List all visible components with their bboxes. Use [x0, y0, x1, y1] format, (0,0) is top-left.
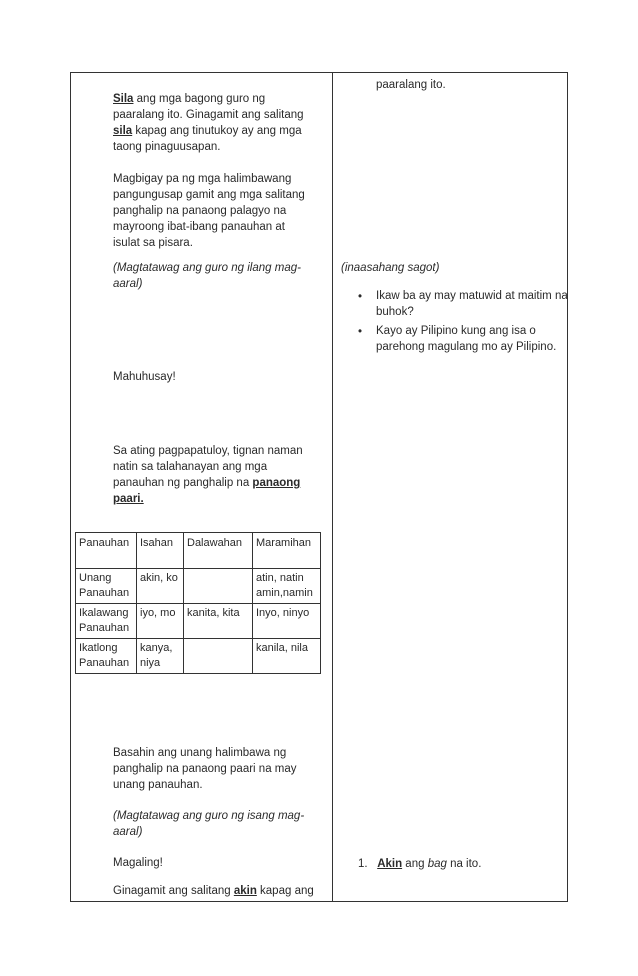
sila-term-2: sila	[113, 125, 133, 137]
text: Ginagamit ang salitang	[113, 885, 234, 897]
panaong-paari-term: panaong paari.	[113, 477, 301, 505]
bag-term: bag	[427, 858, 447, 870]
table-row	[76, 569, 321, 604]
numbered-example	[358, 856, 558, 872]
text: na ito.	[446, 858, 482, 870]
header-cell: Dalawahan	[184, 533, 253, 569]
praise-text-2: Magaling!	[113, 857, 163, 869]
table-cell: iyo, mo	[137, 604, 184, 639]
akin-explanation	[113, 883, 333, 899]
transition-paragraph	[113, 443, 313, 507]
table-cell: atin, natin amin,namin	[253, 569, 321, 604]
table-cell: kanila, nila	[253, 639, 321, 674]
table-cell: Ikalawang Panauhan	[76, 604, 137, 639]
header-cell: Isahan	[137, 533, 184, 569]
read-example-paragraph: Basahin ang unang halimbawa ng panghalip na panaong paari na may unang panauhan.	[113, 747, 297, 791]
list-number: 1.	[358, 858, 368, 870]
table-row	[76, 604, 321, 639]
table-cell: akin, ko	[137, 569, 184, 604]
bullet-icon: •	[358, 326, 363, 338]
text: Ikaw ba ay may matuwid at maitim na buhok?	[376, 290, 568, 318]
header-cell: Panauhan	[76, 533, 137, 569]
right-continuation: paaralang ito.	[376, 79, 446, 91]
table-row	[76, 639, 321, 674]
expected-answer-label: (inaasahang sagot)	[341, 262, 440, 274]
paragraph-sila	[113, 91, 313, 155]
list-item	[358, 289, 568, 320]
column-divider	[332, 72, 333, 902]
panghalip-table	[75, 532, 321, 674]
text: ang	[402, 858, 428, 870]
akin-term: akin	[233, 885, 257, 897]
header-cell: Maramihan	[253, 533, 321, 569]
table-cell	[184, 639, 253, 674]
table-cell	[184, 569, 253, 604]
sila-term: Sila	[113, 93, 134, 105]
answer-list	[358, 289, 568, 359]
table-cell: Unang Panauhan	[76, 569, 137, 604]
table-cell: kanya, niya	[137, 639, 184, 674]
table-header-row	[76, 533, 321, 569]
bullet-icon: •	[358, 291, 363, 303]
instruction-paragraph: Magbigay pa ng mga halimbawang pangungusap gamit ang mga salitang panghalip na panaong palagyo na mayroong ibat-ibang panauhan at isulat sa pisara.	[113, 173, 305, 249]
text: Sa ating pagpapatuloy, tignan naman natin sa talahanayan ang mga panauhan ng panghalip na	[113, 445, 303, 489]
teacher-note-2: (Magtatawag ang guro ng isang mag-aaral)	[113, 810, 305, 838]
text: kapag ang tinutukoy ay ang mga taong pinaguusapan.	[113, 125, 302, 153]
text: ang mga bagong guro ng paaralang ito. Ginagamit ang salitang	[113, 93, 304, 121]
table-cell: Inyo, ninyo	[253, 604, 321, 639]
text: Kayo ay Pilipino kung ang isa o parehong magulang mo ay Pilipino.	[376, 325, 557, 353]
teacher-note-1: (Magtatawag ang guro ng ilang mag-aaral)	[113, 262, 301, 290]
list-item	[358, 324, 568, 355]
akin-term-right: Akin	[377, 858, 403, 870]
table-cell: Ikatlong Panauhan	[76, 639, 137, 674]
text: kapag ang	[256, 885, 314, 897]
table-cell: kanita, kita	[184, 604, 253, 639]
praise-text: Mahuhusay!	[113, 371, 176, 383]
